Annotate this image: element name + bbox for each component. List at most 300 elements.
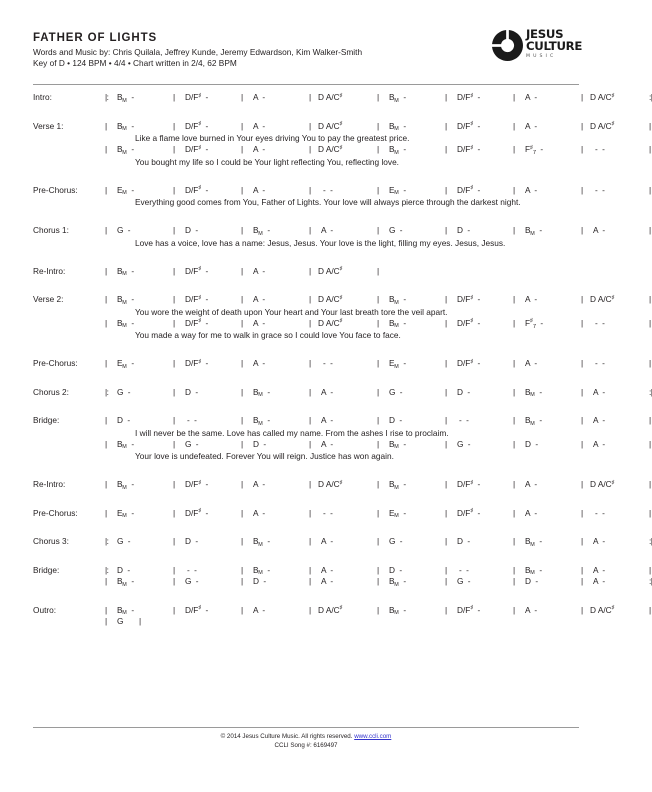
barline: |: [513, 294, 516, 304]
measure: [105, 415, 176, 427]
measure: [309, 225, 380, 237]
measure: [445, 507, 516, 520]
barline: |: [377, 564, 380, 575]
section-lines: [105, 507, 652, 520]
barline: |: [513, 479, 516, 489]
end-barline: |: [377, 265, 380, 276]
chord-line: [105, 225, 652, 237]
barline: |: [445, 294, 448, 304]
chord-line: [105, 184, 652, 197]
barline: |: [241, 479, 244, 489]
barline: |: [377, 294, 380, 304]
barline: |: [241, 92, 244, 102]
copyright-text: © 2014 Jesus Culture Music. All rights reserved.: [220, 733, 355, 740]
measure-chords: A -: [321, 386, 334, 397]
measure: [309, 415, 380, 427]
logo-word-jesus: JESUS: [526, 27, 564, 41]
barline: |: [581, 225, 584, 235]
measure-chords: A -: [593, 386, 606, 397]
barline: |: [309, 386, 312, 397]
measure-chords: - -: [323, 184, 333, 195]
measure: [309, 317, 380, 330]
measure: [445, 479, 516, 491]
section-lines: [105, 92, 652, 104]
measure-chords: A -: [321, 415, 334, 425]
barline: |: [377, 317, 380, 328]
barline: |:: [105, 386, 109, 397]
measure: [377, 507, 448, 520]
measure: [105, 438, 176, 451]
measure: [173, 120, 244, 133]
measure-chords: A -: [593, 576, 606, 586]
section-label: Bridge:: [33, 415, 60, 425]
chord-line: [105, 479, 652, 491]
barline: |: [513, 120, 516, 131]
measure-chords: D A/C♯: [318, 294, 343, 304]
key-tempo-line: Key of D • 124 BPM • 4/4 • Chart written in 2/4, 62 BPM: [33, 58, 237, 68]
end-barline: :|: [649, 536, 652, 546]
barline: |: [309, 265, 312, 276]
measure: [241, 184, 312, 197]
barline: |: [445, 92, 448, 102]
measure-chords: - -: [595, 358, 605, 368]
barline: |: [241, 564, 244, 575]
barline: |: [377, 604, 380, 615]
end-barline: |: [649, 564, 652, 575]
measure-chords: D -: [253, 438, 267, 449]
measure-chords: $B_M$ -: [389, 144, 407, 156]
chord-line: [105, 604, 652, 617]
barline: |: [105, 294, 108, 304]
measure-chords: A -: [321, 225, 334, 235]
barline: |: [581, 184, 584, 195]
barline: |: [445, 120, 448, 131]
measure: [377, 120, 448, 133]
barline: |: [173, 120, 176, 131]
measure-chords: D A/C♯: [590, 479, 615, 489]
section-label: Chorus 3:: [33, 536, 69, 546]
measure-chords: D/F♯ -: [457, 507, 481, 518]
measure-chords: $F^♯_7$ -: [525, 317, 544, 330]
barline: |:: [105, 564, 109, 575]
measure: [105, 317, 176, 330]
measure-chords: $B_M$ -: [117, 92, 135, 104]
barline: |: [173, 92, 176, 102]
measure-chords: D/F♯ -: [457, 184, 481, 195]
barline: |: [309, 576, 312, 586]
measure-chords: D/F♯ -: [185, 317, 209, 328]
section-label: Verse 2:: [33, 294, 64, 304]
chord-line: [105, 564, 652, 577]
measure: [173, 225, 244, 237]
measure-chords: $E_M$ -: [389, 358, 407, 370]
measure-chords: D A/C♯: [318, 479, 343, 489]
measure: [241, 317, 312, 330]
barline: |: [513, 415, 516, 425]
measure-chords: D A/C♯: [318, 317, 343, 328]
end-barline: :|: [649, 92, 652, 102]
barline: |: [377, 386, 380, 397]
end-barline: |: [649, 184, 652, 195]
measure-chords: D -: [185, 386, 199, 397]
measure-chords: A -: [253, 479, 266, 489]
barline: |: [581, 438, 584, 449]
measure-chords: D A/C♯: [318, 92, 343, 102]
measure: [377, 438, 448, 451]
measure-chords: D A/C♯: [590, 604, 615, 615]
barline: |: [445, 576, 448, 586]
measure: [513, 386, 584, 399]
measure: [241, 564, 312, 577]
measure-chords: D/F♯ -: [185, 507, 209, 518]
barline: |: [105, 576, 108, 586]
chord-line: [105, 438, 652, 451]
barline: |: [445, 479, 448, 489]
barline: |: [309, 479, 312, 489]
measure-chords: - -: [187, 415, 197, 425]
measure-chords: $E_M$ -: [117, 358, 135, 370]
barline: |: [445, 386, 448, 397]
measure-chords: A -: [253, 294, 266, 304]
measure-chords: D/F♯ -: [185, 479, 209, 489]
barline: |: [377, 120, 380, 131]
chord-line: [105, 317, 652, 330]
measure: [105, 225, 176, 237]
measure: [445, 576, 516, 588]
chord-line: [105, 507, 652, 520]
measure-chords: D/F♯ -: [185, 294, 209, 304]
measure-chords: D A/C♯: [590, 120, 615, 131]
measure: [581, 184, 652, 197]
measure: [513, 564, 584, 577]
measure: [241, 438, 312, 451]
barline: |: [445, 536, 448, 546]
measure: [173, 358, 244, 370]
measure: [377, 564, 448, 577]
measure-chords: A -: [321, 576, 334, 586]
measure: [445, 415, 516, 427]
section-label: Pre-Chorus:: [33, 184, 78, 195]
barline: |: [241, 507, 244, 518]
barline: |: [309, 225, 312, 235]
measure: [105, 616, 142, 628]
end-barline: |: [649, 317, 652, 328]
barline: |: [581, 120, 584, 131]
barline: |: [173, 294, 176, 304]
measure-chords: D/F♯ -: [457, 144, 481, 154]
lyric-line: You wore the weight of death upon Your heart and Your last breath tore the veil apart.: [135, 306, 448, 317]
chord-line: [105, 415, 652, 427]
measure-chords: A -: [525, 92, 538, 102]
barline: |: [581, 479, 584, 489]
measure-chords: $B_M$ -: [117, 294, 135, 306]
measure-chords: D -: [253, 576, 267, 586]
measure: [581, 144, 652, 156]
barline: |: [581, 317, 584, 328]
section-label: Re-Intro:: [33, 479, 66, 489]
barline: |: [445, 358, 448, 368]
section-lines: [105, 604, 652, 628]
barline: |: [173, 564, 176, 575]
measure-chords: D/F♯ -: [185, 92, 209, 102]
measure-chords: D A/C♯: [318, 604, 343, 615]
section-label: Verse 1:: [33, 120, 64, 131]
chord-line: [105, 386, 652, 399]
measure: [173, 265, 244, 278]
measure-chords: A -: [321, 438, 334, 449]
measure-chords: A -: [253, 604, 266, 615]
barline: |: [513, 576, 516, 586]
barline: |: [581, 536, 584, 546]
measure-chords: D/F♯ -: [457, 317, 481, 328]
measure: [105, 120, 176, 133]
measure: [105, 604, 176, 617]
end-barline: |: [649, 294, 652, 304]
measure: [105, 144, 176, 156]
measure: [309, 536, 380, 548]
measure-chords: D/F♯ -: [457, 120, 481, 131]
barline: |: [241, 604, 244, 615]
lyric-line: Everything good comes from You, Father of Lights. Your love will always pierce through the darkest night.: [135, 197, 521, 207]
barline: |: [105, 144, 108, 154]
end-barline: |: [649, 507, 652, 518]
measure-chords: D -: [457, 536, 471, 546]
measure: [377, 358, 448, 370]
measure: [513, 438, 584, 451]
credits-line: Words and Music by: Chris Quilala, Jeffrey Kunde, Jeremy Edwardson, Kim Walker-Smith: [33, 47, 363, 57]
barline: |: [445, 604, 448, 615]
measure: [105, 184, 176, 197]
measure-chords: G: [117, 616, 124, 626]
measure: [581, 358, 652, 370]
barline: |: [309, 120, 312, 131]
measure: [105, 507, 176, 520]
measure-chords: D -: [185, 225, 199, 235]
barline: |: [513, 358, 516, 368]
barline: |: [445, 317, 448, 328]
measure: [513, 294, 584, 306]
measure-chords: - -: [459, 415, 469, 425]
measure: [377, 92, 448, 104]
barline: |: [513, 184, 516, 195]
footer-divider: [33, 727, 579, 728]
measure-chords: $B_M$ -: [389, 120, 407, 132]
barline: |: [173, 144, 176, 154]
measure: [241, 294, 312, 306]
section-label: Pre-Chorus:: [33, 358, 78, 368]
measure: [173, 317, 244, 330]
measure: [309, 294, 380, 306]
measure-chords: D -: [389, 564, 403, 575]
end-barline: :|: [649, 576, 652, 586]
barline: |: [241, 438, 244, 449]
measure-chords: - -: [595, 317, 605, 328]
section-lines: [105, 536, 652, 548]
measure-chords: D A/C♯: [318, 144, 343, 154]
measure: [377, 576, 448, 588]
measure: [513, 144, 584, 156]
measure: [581, 120, 652, 133]
ccli-link[interactable]: www.ccli.com: [354, 733, 392, 740]
measure: [105, 386, 176, 399]
measure: [105, 265, 176, 278]
measure-chords: $B_M$ -: [389, 479, 407, 491]
section-lines: [105, 479, 652, 491]
measure-chords: D A/C♯: [590, 92, 615, 102]
chord-line: [105, 92, 652, 104]
measure: [241, 265, 312, 278]
barline: |: [445, 225, 448, 235]
barline: |: [173, 604, 176, 615]
barline: |: [445, 184, 448, 195]
measure: [581, 536, 649, 548]
measure-chords: $B_M$ -: [525, 564, 543, 576]
measure: [241, 144, 312, 156]
logo-wordmark: [526, 29, 582, 59]
section-label: Intro:: [33, 92, 52, 102]
barline: |: [513, 536, 516, 546]
barline: |: [173, 225, 176, 235]
measure-chords: $B_M$ -: [389, 576, 407, 588]
measure: [309, 184, 380, 197]
barline: |: [105, 604, 108, 615]
barline: |: [173, 536, 176, 546]
measure-chords: $B_M$ -: [525, 386, 543, 398]
barline: |: [377, 507, 380, 518]
measure: [513, 92, 584, 104]
measure-chords: D/F♯ -: [457, 358, 481, 368]
barline: |: [173, 184, 176, 195]
measure: [445, 438, 516, 451]
end-barline: |: [649, 358, 652, 368]
chord-line: [105, 144, 652, 156]
barline: |: [173, 386, 176, 397]
measure-chords: A -: [593, 564, 606, 575]
measure: [513, 120, 584, 133]
section-lines: [105, 564, 652, 588]
measure-chords: A -: [525, 358, 538, 368]
chord-line: [105, 120, 652, 133]
barline: |: [309, 92, 312, 102]
measure: [445, 317, 516, 330]
measure: [445, 536, 516, 548]
measure: [513, 507, 584, 520]
chord-line: [105, 536, 652, 548]
measure-chords: D -: [389, 415, 403, 425]
measure-chords: A -: [593, 536, 606, 546]
measure: [513, 225, 584, 237]
measure-chords: A -: [253, 184, 266, 195]
barline: |: [377, 415, 380, 425]
document-footer: [33, 732, 579, 750]
measure: [173, 294, 244, 306]
barline: |: [581, 358, 584, 368]
measure: [445, 386, 516, 399]
measure-chords: D -: [457, 225, 471, 235]
measure-chords: - -: [323, 507, 333, 518]
measure: [241, 479, 312, 491]
barline: |: [377, 438, 380, 449]
measure: [309, 438, 380, 451]
measure-chords: $B_M$ -: [389, 317, 407, 329]
barline: |: [377, 184, 380, 195]
section-label: Outro:: [33, 604, 57, 615]
barline: |: [377, 144, 380, 154]
measure: [513, 358, 584, 370]
measure-chords: $B_M$ -: [117, 144, 135, 156]
barline: |: [173, 317, 176, 328]
measure-chords: A -: [525, 294, 538, 304]
measure: [581, 415, 652, 427]
barline: |: [241, 536, 244, 546]
measure-chords: G -: [185, 438, 199, 449]
measure: [105, 536, 176, 548]
measure: [309, 144, 380, 156]
barline: |:: [105, 92, 109, 102]
measure: [173, 438, 244, 451]
lyric-line: You bought my life so I could be Your light reflecting You, reflecting love.: [135, 156, 399, 167]
measure-chords: - -: [323, 358, 333, 368]
barline: |: [105, 616, 108, 626]
measure: [513, 604, 584, 617]
measure: [581, 92, 649, 104]
barline: |: [241, 184, 244, 195]
measure-chords: A -: [253, 92, 266, 102]
barline: |: [445, 144, 448, 154]
barline: |: [173, 358, 176, 368]
measure: [173, 564, 244, 577]
measure-chords: $B_M$ -: [117, 265, 135, 277]
measure: [105, 479, 176, 491]
lyric-line: Love has a voice, love has a name: Jesus, Jesus. Your love is the light, filling my eyes. Jesus, Jesus.: [135, 237, 506, 248]
measure-chords: G -: [457, 576, 471, 586]
measure: [105, 358, 176, 370]
measure: [377, 479, 448, 491]
lyric-line: You made a way for me to walk in grace so I could love You face to face.: [135, 330, 401, 340]
measure-chords: $E_M$ -: [389, 507, 407, 519]
barline: |: [241, 358, 244, 368]
logo-word-culture: CULTURE: [526, 38, 583, 53]
barline: |: [445, 564, 448, 575]
measure: [581, 387, 649, 399]
measure-chords: A -: [593, 438, 606, 449]
measure: [173, 144, 244, 156]
measure-chords: A -: [525, 604, 538, 615]
measure-chords: $B_M$ -: [253, 536, 271, 548]
section-label: Bridge:: [33, 564, 60, 575]
barline: |: [513, 225, 516, 235]
measure-chords: D A/C♯: [318, 265, 343, 276]
measure: [241, 225, 312, 237]
measure-chords: D A/C♯: [590, 294, 615, 304]
measure: [581, 225, 652, 237]
measure: [309, 265, 380, 278]
measure-chords: $B_M$ -: [253, 225, 271, 237]
barline: |: [241, 576, 244, 586]
chord-line: [105, 294, 652, 306]
section-lines: [105, 358, 652, 370]
measure-chords: $F^♯_7$ -: [525, 144, 544, 156]
measure: [581, 479, 652, 491]
barline: |: [173, 479, 176, 489]
measure: [377, 415, 448, 427]
measure: [445, 92, 516, 104]
end-barline: |: [139, 616, 142, 626]
measure-chords: $B_M$ -: [525, 415, 543, 427]
measure-chords: A -: [525, 479, 538, 489]
section-lines: [105, 184, 652, 209]
measure-chords: A -: [253, 507, 266, 518]
